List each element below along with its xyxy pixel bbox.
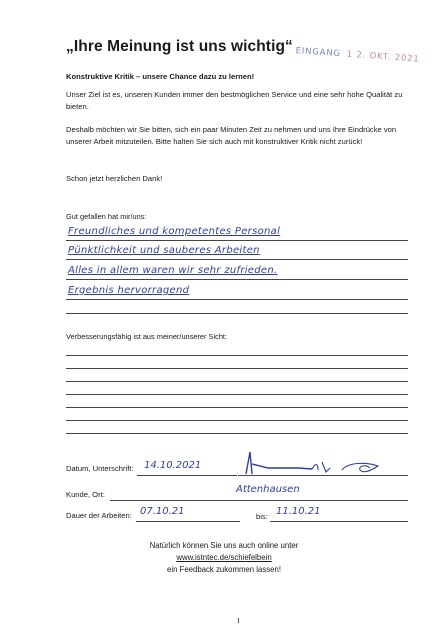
footer-line-1: Natürlich können Sie uns auch online unter — [149, 541, 299, 550]
liked-entry-4: Ergebnis hervorragend — [68, 285, 190, 296]
improve-line — [66, 368, 408, 369]
duration-from-value: 07.10.21 — [140, 506, 185, 517]
liked-section-label: Gut gefallen hat mir/uns: — [66, 212, 147, 221]
liked-line — [66, 259, 408, 260]
received-stamp — [295, 46, 420, 65]
duration-to-value: 11.10.21 — [276, 506, 321, 517]
date-signature-label: Datum, Unterschrift: — [66, 464, 134, 473]
footer-line-3: ein Feedback zukommen lassen! — [167, 565, 281, 574]
subtitle: Konstruktive Kritik – unsere Chance dazu zu lernen! — [66, 72, 255, 81]
improve-section-label: Verbesserungsfähig ist aus meiner/unserer Sicht: — [66, 332, 228, 341]
improve-line — [66, 407, 408, 408]
improve-line — [66, 381, 408, 382]
liked-line — [66, 313, 408, 314]
liked-entry-2: Pünktlichkeit und sauberes Arbeiten — [68, 245, 260, 256]
duration-label: Dauer der Arbeiten: — [66, 511, 132, 520]
date-value: 14.10.2021 — [144, 460, 202, 471]
intro-paragraph-1: Unser Ziel ist es, unseren Kunden immer den bestmöglichen Service und eine sehr hohe Qualität zu bieten. — [66, 90, 403, 111]
page-title: „Ihre Meinung ist uns wichtig“ — [66, 38, 293, 55]
stamp-date: 1 2. OKT. 2021 — [346, 49, 420, 65]
liked-line — [66, 279, 408, 280]
customer-line — [110, 500, 408, 501]
liked-line — [66, 240, 408, 241]
liked-entry-3: Alles in allem waren wir sehr zufrieden. — [68, 265, 278, 276]
duration-from-line — [136, 521, 240, 522]
scan-mark — [238, 618, 247, 623]
date-line — [137, 475, 237, 476]
liked-line — [66, 299, 408, 300]
customer-value: Attenhausen — [236, 484, 300, 495]
intro-paragraph-2: Deshalb möchten wir Sie bitten, sich ein paar Minuten Zeit zu nehmen und uns Ihre Eindrücke von unserer Arbeit mitzuteilen. Bitte halten Sie sich auch mit konstruktiver Kritik nicht zurück! — [66, 125, 397, 146]
improve-line — [66, 355, 408, 356]
stamp-label: EINGANG — [295, 46, 342, 60]
improve-line — [66, 420, 408, 421]
improve-line — [66, 433, 408, 434]
customer-label: Kunde, Ort: — [66, 490, 105, 499]
improve-line — [66, 394, 408, 395]
duration-to-label: bis: — [256, 512, 268, 521]
feedback-url: www.istntec.de/schiefelbein — [176, 553, 272, 562]
intro-paragraph-3: Schon jetzt herzlichen Dank! — [66, 174, 163, 183]
handwritten-signature — [238, 448, 388, 482]
liked-entry-1: Freundliches und kompetentes Personal — [68, 226, 281, 237]
duration-to-line — [270, 521, 408, 522]
